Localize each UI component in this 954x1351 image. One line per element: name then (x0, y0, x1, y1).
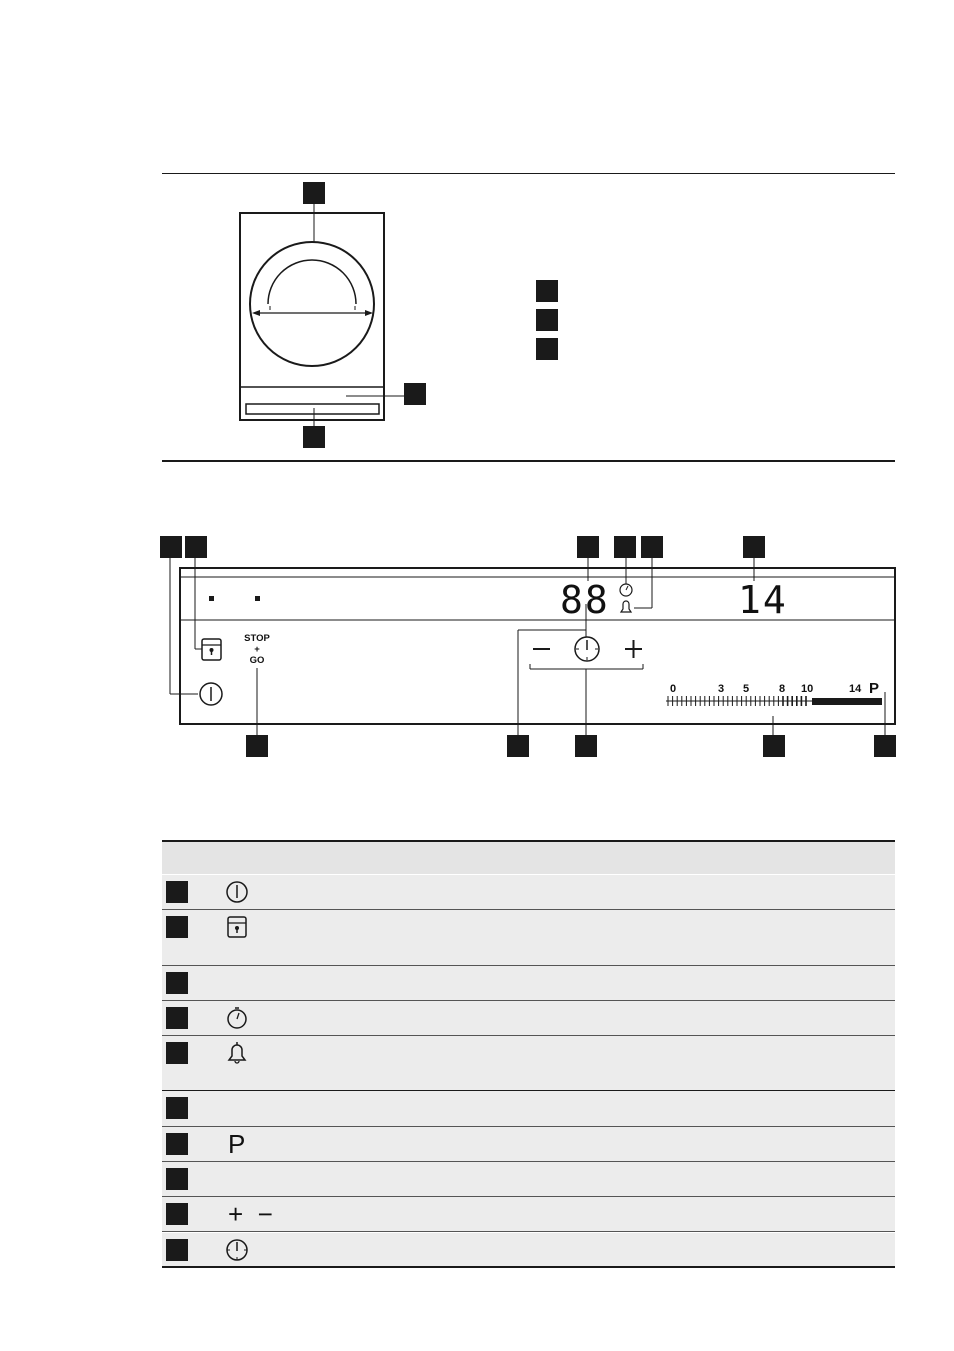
bell-icon (224, 1040, 250, 1071)
table-top-rule (162, 840, 895, 842)
stop-go-button[interactable] (238, 633, 276, 666)
row-marker (166, 1007, 188, 1029)
callout-marker (160, 536, 182, 558)
power-level-display: 14 (738, 578, 788, 622)
scale-label: 3 (718, 683, 725, 695)
timer-display: 88 (560, 578, 610, 622)
row-marker (166, 1203, 188, 1225)
callout-marker (763, 735, 785, 757)
row-marker (166, 1168, 188, 1190)
row-marker (166, 972, 188, 994)
table-row (162, 875, 895, 909)
callout-marker (185, 536, 207, 558)
table-row (162, 966, 895, 1000)
zone-timer-icon (224, 1237, 250, 1268)
table-row (162, 910, 895, 965)
timer-icon (224, 1005, 250, 1036)
callout-marker (641, 536, 663, 558)
table-header (162, 841, 895, 874)
stop-go-label-1: STOP (244, 633, 270, 644)
stop-go-label-3: GO (249, 655, 265, 666)
row-marker (166, 1133, 188, 1155)
p-letter-symbol: P (228, 1129, 246, 1159)
callout-marker (614, 536, 636, 558)
scale-label: 8 (779, 683, 786, 695)
row-marker (166, 1097, 188, 1119)
callout-marker (575, 735, 597, 757)
table-row (162, 1197, 895, 1231)
table-row (162, 1127, 895, 1161)
row-divider (162, 1231, 895, 1232)
table-row (162, 1001, 895, 1035)
callout-marker (507, 735, 529, 757)
row-marker (166, 1239, 188, 1261)
scale-label-p: P (869, 680, 880, 697)
table-row (162, 1036, 895, 1090)
power-icon (224, 879, 250, 910)
callout-marker (743, 536, 765, 558)
scale-label: 14 (849, 683, 862, 695)
callout-marker (246, 735, 268, 757)
row-divider (162, 1266, 895, 1268)
table-row (162, 1162, 895, 1196)
table-row (162, 1233, 895, 1266)
callout-marker (874, 735, 896, 757)
table-row (162, 1091, 895, 1126)
scale-label: 0 (670, 683, 677, 695)
stop-go-label-2: + (254, 644, 260, 655)
lock-icon (224, 914, 250, 945)
row-marker (166, 1042, 188, 1064)
callout-marker (577, 536, 599, 558)
row-marker (166, 916, 188, 938)
scale-label: 5 (743, 683, 750, 695)
scale-label: 10 (801, 683, 814, 695)
plus-minus-icon-symbol: + − (228, 1199, 273, 1229)
row-marker (166, 881, 188, 903)
